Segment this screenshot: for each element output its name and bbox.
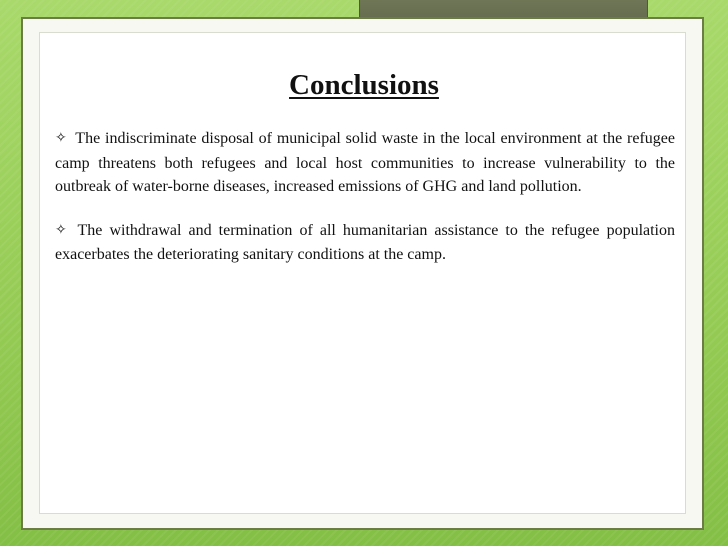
bullet-item-2 [55,219,675,267]
bullet-item-1 [55,127,675,199]
bullet-text-2: The withdrawal and termination of all humanitarian assistance to the refugee population exacerbates the deteriorating sanitary conditions at the camp. [55,221,676,263]
slide-title: Conclusions [289,69,439,101]
bullet-text-1: The indiscriminate disposal of municipal solid waste in the local environment at the refugee camp threatens both refugees and local host communities to increase vulnerability to the outbreak of water-borne diseases, increased emissions of GHG and land pollution. [55,130,675,195]
star-bullet-icon: ✧ [55,221,67,238]
star-bullet-icon: ✧ [55,130,67,146]
bullet-list [55,127,675,287]
